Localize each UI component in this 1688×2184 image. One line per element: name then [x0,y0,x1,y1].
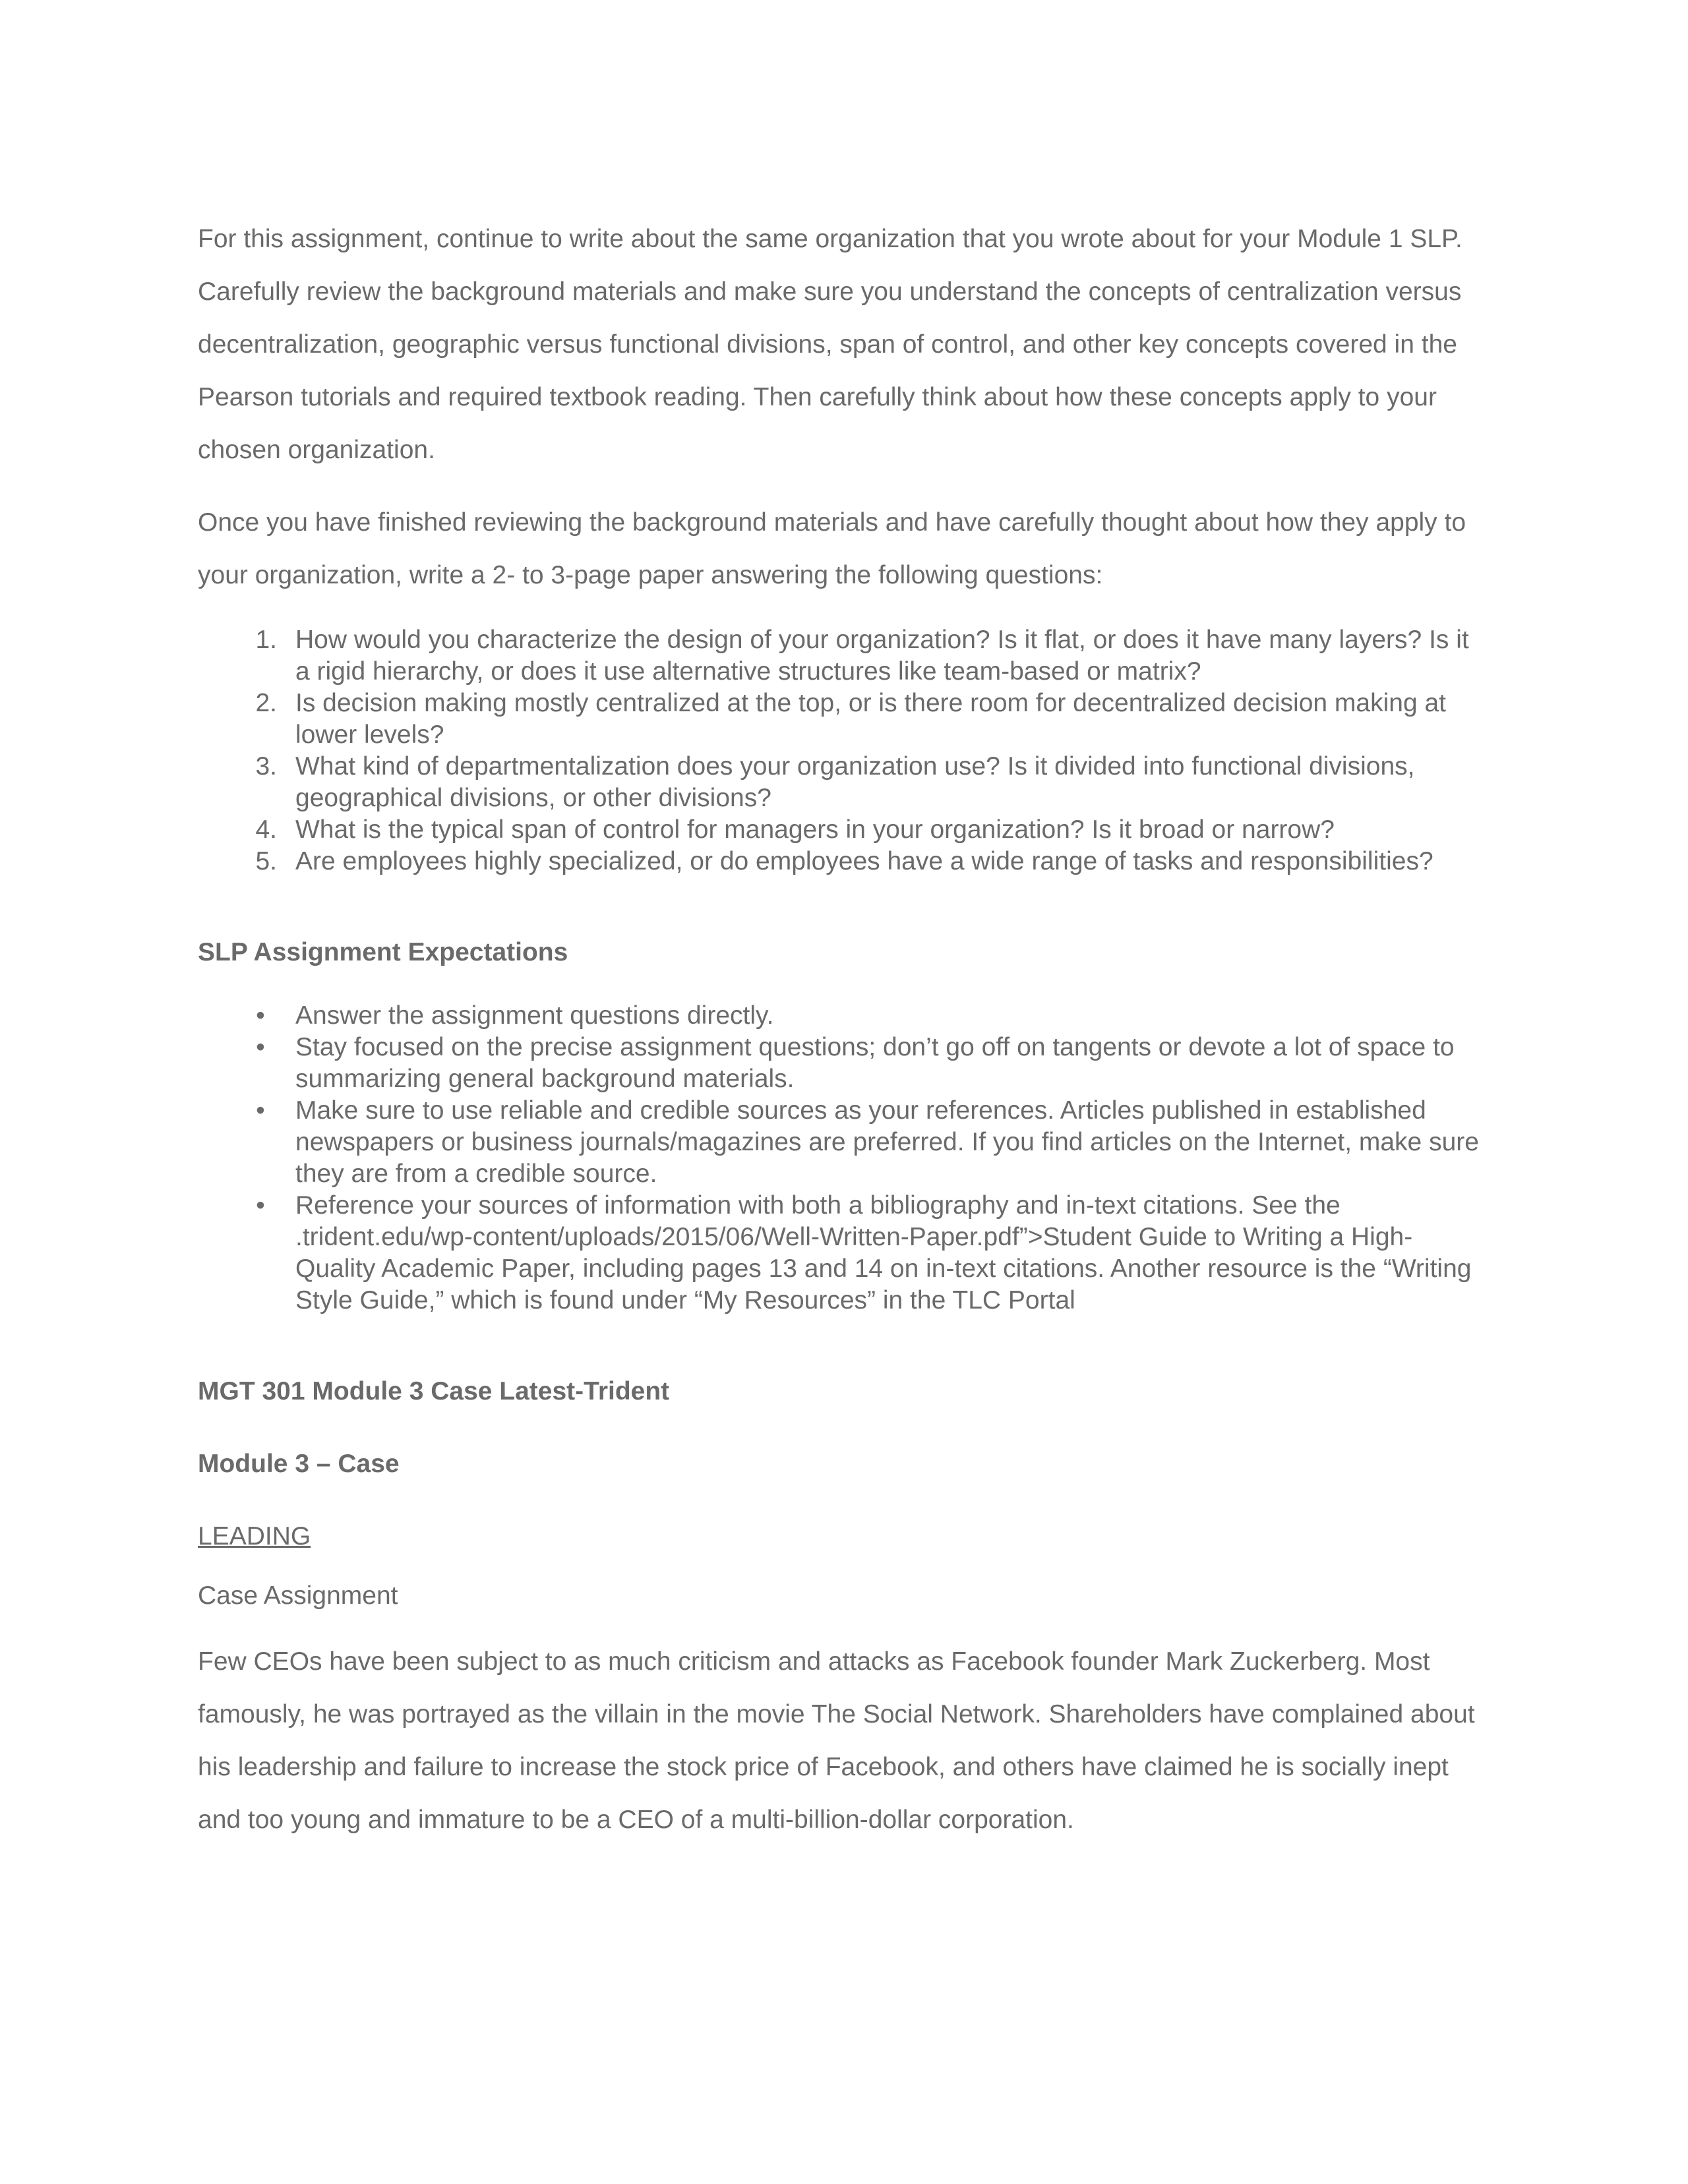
list-number: 2. [255,689,277,717]
bullet-icon: • [256,1096,265,1125]
list-item [198,624,1490,688]
list-item [198,688,1490,751]
question-text: What kind of departmentalization does your organization use? Is it divided into functional divisions, geographical divisions, or other divisions? [295,752,1415,812]
question-text: How would you characterize the design of your organization? Is it flat, or does it have many layers? Is it a rigid hierarchy, or does it use alternative structures like team-based or matrix? [295,626,1469,686]
list-number: 4. [255,815,277,844]
expectation-text: Answer the assignment questions directly. [295,1001,774,1030]
expectation-text: Make sure to use reliable and credible sources as your references. Articles published in established newspapers or business journals/magazines are preferred. If you find articles on the Internet, make sure they are from a credible source. [295,1096,1479,1188]
expectation-text: Reference your sources of information with both a bibliography and in-text citations. See the .trident.edu/wp-content/uploads/2015/06/Well-Written-Paper.pdf”>Student Guide to Writing a High-Quality Academic Paper, including pages 13 and 14 on in-text citations. Another resource is the “Writing Style Guide,” which is found under “My Resources” in the TLC Portal [295,1191,1472,1314]
bullet-icon: • [256,1191,265,1220]
expectations-heading: SLP Assignment Expectations [198,938,568,966]
bullet-icon: • [256,1001,265,1030]
instructions-paragraph: Once you have finished reviewing the background materials and have carefully thought about how they apply to your organization, write a 2- to 3-page paper answering the following questions: [198,508,1466,589]
question-text: Are employees highly specialized, or do employees have a wide range of tasks and responsibilities? [295,847,1433,875]
expectation-text: Stay focused on the precise assignment questions; don’t go off on tangents or devote a lot of space to summarizing general background materials. [295,1033,1455,1093]
bullet-icon: • [256,1033,265,1061]
document-body [198,213,1490,1846]
list-number: 3. [255,752,277,781]
case-title-heading: MGT 301 Module 3 Case Latest-Trident [198,1377,670,1405]
question-text: Is decision making mostly centralized at the top, or is there room for decentralized decision making at lower levels? [295,689,1447,749]
list-item [198,1095,1490,1190]
case-paragraph: Few CEOs have been subject to as much criticism and attacks as Facebook founder Mark Zuckerberg. Most famously, he was portrayed as the villain in the movie The Social Network. Shareholders have complained about his leadership and failure to increase the stock price of Facebook, and others have claimed he is socially inept and too young and immature to be a CEO of a multi-billion-dollar corporation. [198,1647,1475,1834]
list-item [198,751,1490,814]
expectations-list [198,1000,1490,1316]
case-assignment-label: Case Assignment [198,1581,398,1610]
list-item [198,1190,1490,1316]
list-item [198,1000,1490,1032]
list-item [198,1032,1490,1095]
list-number: 1. [255,626,277,654]
intro-paragraph: For this assignment, continue to write about the same organization that you wrote about for your Module 1 SLP. Carefully review the background materials and make sure you understand the concepts of centralization versus decentralization, geographic versus functional divisions, span of control, and other key concepts covered in the Pearson tutorials and required textbook reading. Then carefully think about how these concepts apply to your chosen organization. [198,225,1462,464]
leading-label: LEADING [198,1522,311,1550]
list-item [198,846,1490,877]
list-number: 5. [255,847,277,875]
list-item [198,814,1490,846]
question-text: What is the typical span of control for managers in your organization? Is it broad or narrow? [295,815,1335,844]
module-heading: Module 3 – Case [198,1450,400,1478]
questions-list [198,624,1490,877]
